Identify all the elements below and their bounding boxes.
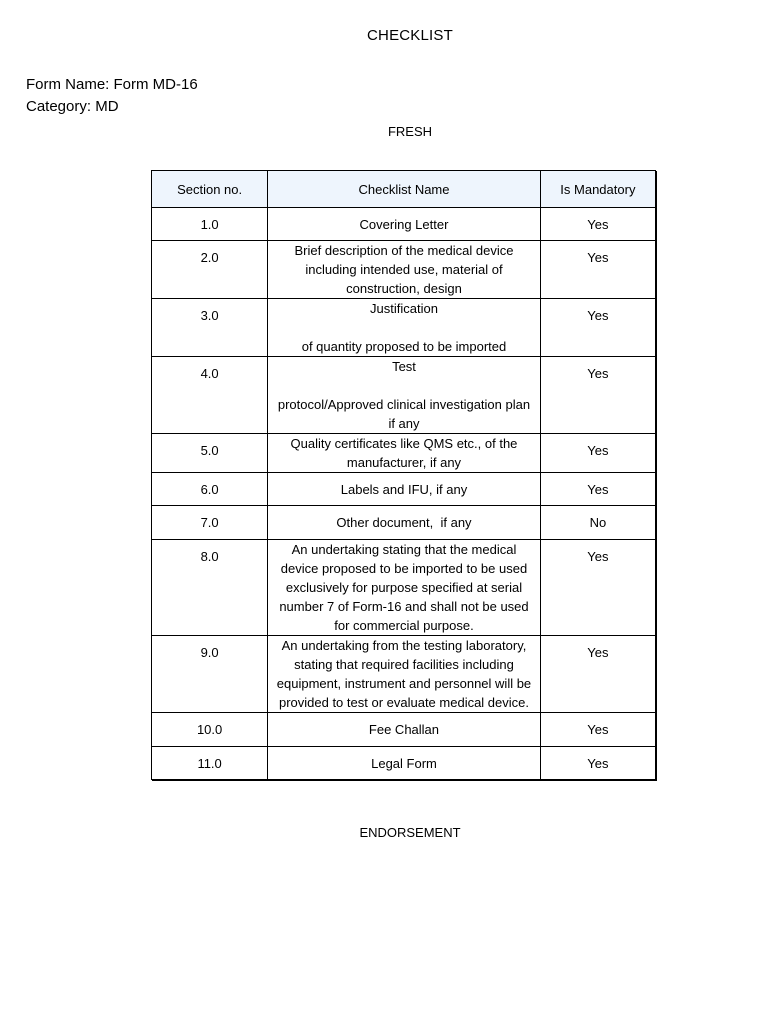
section-number-cell: 4.0: [152, 357, 268, 434]
section-number-cell: 3.0: [152, 299, 268, 357]
table-row: [152, 506, 656, 540]
endorsement-section-heading: ENDORSEMENT: [359, 825, 461, 840]
table-body: [152, 208, 656, 780]
checklist-name-line: including intended use, material of: [305, 262, 503, 277]
checklist-name-line: Legal Form: [371, 755, 437, 771]
table-row: [152, 540, 656, 636]
is-mandatory-cell: Yes: [540, 299, 655, 357]
table-row: [152, 636, 656, 713]
table-row: [152, 241, 656, 299]
checklist-name-line: construction, design: [346, 281, 462, 296]
checklist-name-line: Quality certificates like QMS etc., of the: [290, 436, 518, 451]
section-number-cell: 7.0: [152, 506, 268, 540]
checklist-name-line: for commercial purpose.: [334, 618, 474, 633]
table-row: [152, 713, 656, 747]
table-row: [152, 434, 656, 473]
checklist-name-line: device proposed to be imported to be used: [280, 561, 528, 576]
checklist-name-line: of quantity proposed to be imported: [301, 339, 507, 354]
checklist-name-line: Covering Letter: [359, 216, 449, 232]
checklist-name-line: exclusively for purpose specified at serial: [285, 580, 523, 595]
section-number-cell: 11.0: [152, 747, 268, 780]
checklist-name-cell: [268, 434, 541, 473]
checklist-name-line: Labels and IFU, if any: [340, 481, 468, 497]
checklist-name-line: An undertaking from the testing laboratory,: [281, 638, 527, 653]
table-row: [152, 357, 656, 434]
table-row: [152, 299, 656, 357]
checklist-name-line: Brief description of the medical device: [294, 243, 514, 258]
section-number-cell: 2.0: [152, 241, 268, 299]
section-number-cell: 6.0: [152, 473, 268, 506]
is-mandatory-cell: No: [540, 506, 655, 540]
form-name-label: Form Name: Form MD-16: [26, 76, 198, 93]
section-number-cell: 8.0: [152, 540, 268, 636]
checklist-name-line: manufacturer, if any: [346, 455, 462, 470]
table-header-row: [152, 171, 656, 208]
checklist-name-line: if any: [388, 416, 420, 431]
checklist-name-cell: [268, 473, 541, 506]
checklist-name-cell: [268, 713, 541, 747]
checklist-name-cell: [268, 540, 541, 636]
checklist-name-cell: [268, 357, 541, 434]
checklist-name-line: Test: [392, 359, 416, 374]
checklist-name-line: Other document, if any: [336, 515, 472, 530]
checklist-name-line: Justification: [370, 301, 438, 316]
checklist-name-cell: [268, 208, 541, 241]
is-mandatory-cell: Yes: [540, 540, 655, 636]
checklist-name-cell: [268, 506, 541, 540]
checklist-name-line: [274, 318, 534, 337]
section-number-cell: 9.0: [152, 636, 268, 713]
checklist-name-cell: [268, 241, 541, 299]
column-header-section-no: Section no.: [152, 171, 268, 208]
is-mandatory-cell: Yes: [540, 747, 655, 780]
is-mandatory-cell: Yes: [540, 473, 655, 506]
is-mandatory-cell: Yes: [540, 434, 655, 473]
checklist-name-line: An undertaking stating that the medical: [291, 542, 517, 557]
checklist-name-line: provided to test or evaluate medical device.: [278, 695, 529, 710]
table-row: [152, 208, 656, 241]
is-mandatory-cell: Yes: [540, 357, 655, 434]
column-header-checklist-name: Checklist Name: [268, 171, 541, 208]
page-title: CHECKLIST: [367, 27, 453, 44]
is-mandatory-cell: Yes: [540, 208, 655, 241]
table-row: [152, 747, 656, 780]
checklist-name-line: protocol/Approved clinical investigation plan: [277, 397, 531, 412]
is-mandatory-cell: Yes: [540, 636, 655, 713]
is-mandatory-cell: Yes: [540, 241, 655, 299]
checklist-name-cell: [268, 636, 541, 713]
checklist-table: [151, 170, 656, 780]
category-label: Category: MD: [26, 98, 119, 115]
section-number-cell: 1.0: [152, 208, 268, 241]
is-mandatory-cell: Yes: [540, 713, 655, 747]
checklist-name-cell: [268, 747, 541, 780]
checklist-name-line: [274, 376, 534, 395]
checklist-name-line: equipment, instrument and personnel will be: [276, 676, 532, 691]
checklist-name-line: number 7 of Form-16 and shall not be used: [279, 599, 529, 614]
checklist-name-line: Fee Challan: [368, 722, 440, 737]
checklist-name-cell: [268, 299, 541, 357]
column-header-is-mandatory: Is Mandatory: [540, 171, 655, 208]
table-row: [152, 473, 656, 506]
checklist-name-line: stating that required facilities including: [294, 657, 514, 672]
section-number-cell: 5.0: [152, 434, 268, 473]
fresh-section-heading: FRESH: [387, 124, 433, 139]
section-number-cell: 10.0: [152, 713, 268, 747]
